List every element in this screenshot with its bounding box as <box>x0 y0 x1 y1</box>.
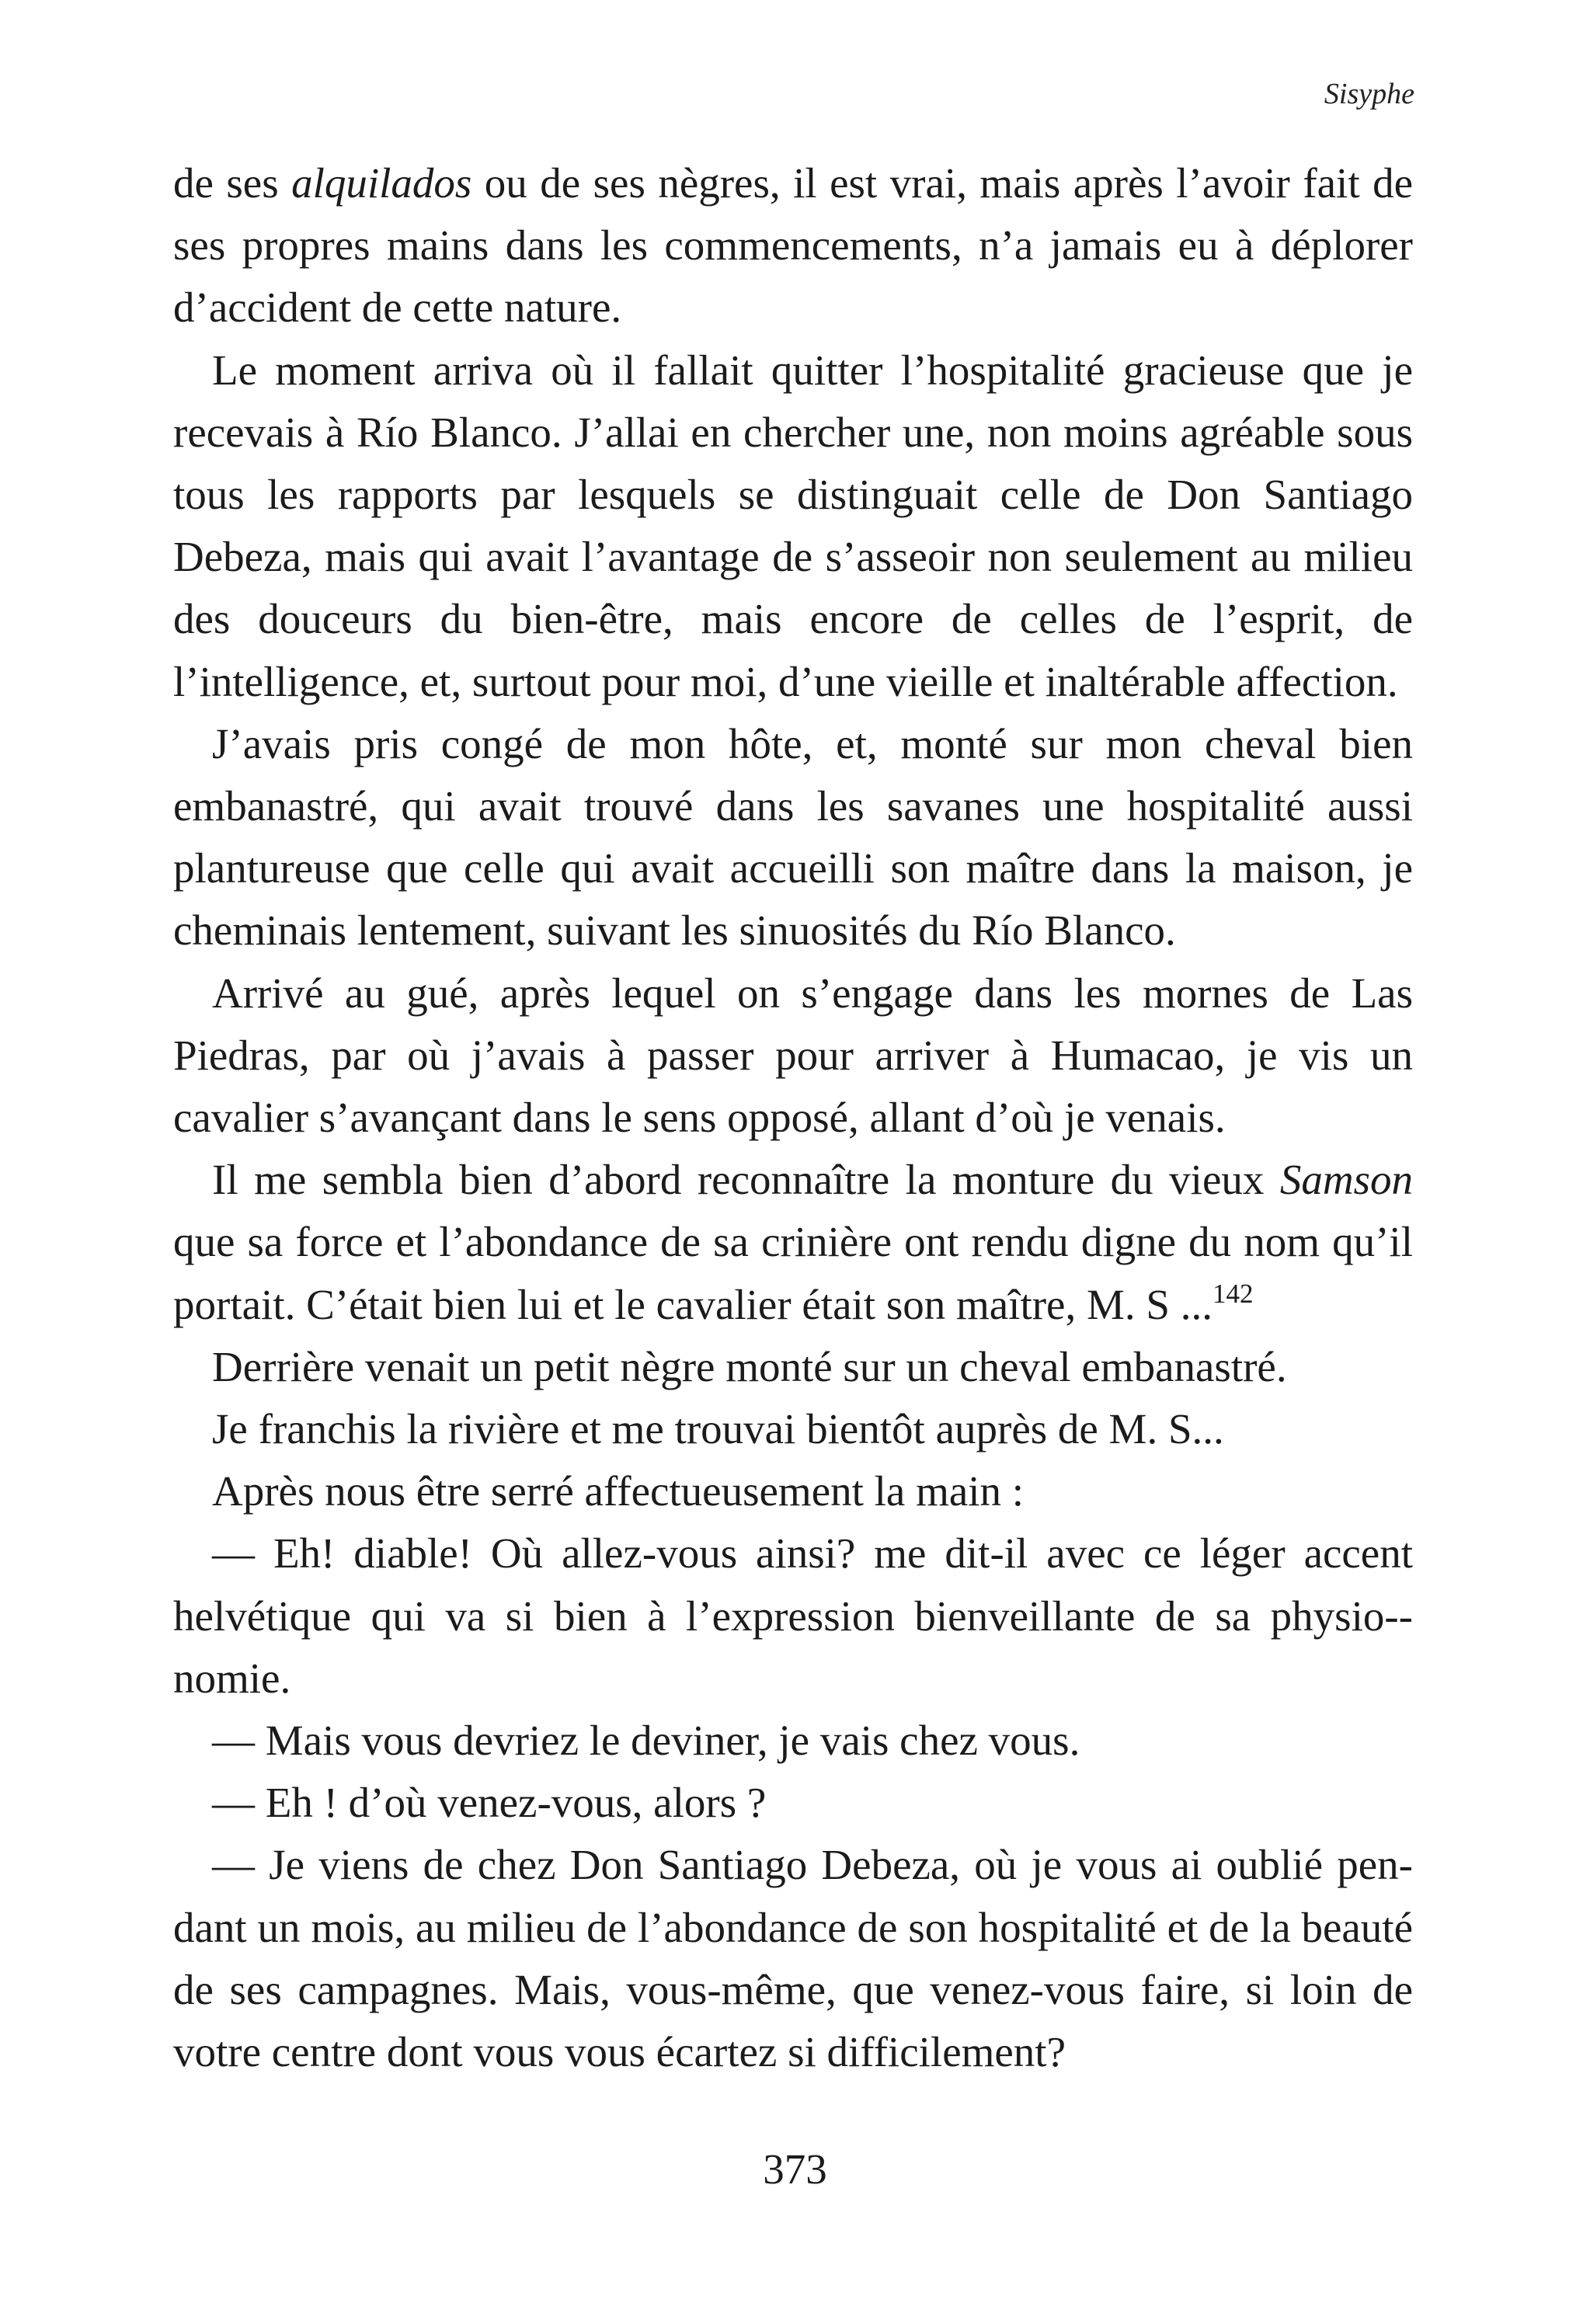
dialogue-line-4: — Je viens de chez Don Santiago Debeza, où je vous ai oublié pendant un mois, au milieu de l’abondance de son hospitalité et de la beauté de ses campagnes. Mais, vous-même, que venez-vous faire, si loin de votre centre dont vous vous écartez si difficilement? <box>173 1841 1413 2076</box>
dialogue-line-3: — Eh ! d’où venez-vous, alors ? <box>212 1779 767 1827</box>
body-text <box>173 152 1413 2083</box>
italic-term-alquilados: alquilados <box>291 159 472 207</box>
paragraph-3: J’avais pris congé de mon hôte, et, monté sur mon cheval bien embanastré, qui avait trouvé dans les savanes une hospitalité aussi plantureuse que celle qui avait accueilli son maître dans la maison, je cheminais lentement, suivant les sinuosités du Río Blanco. <box>173 719 1413 955</box>
italic-name-samson: Samson <box>1279 1156 1413 1204</box>
dialogue-line-2: — Mais vous devriez le deviner, je vais chez vous. <box>212 1717 1080 1765</box>
paragraph-5-end: que sa force et l’abondance de sa crinière ont rendu digne du nom qu’il portait. C’était bien lui et le cavalier était son maître, M. S ... <box>173 1218 1413 1328</box>
paragraph-8: Après nous être serré affectueusement la main : <box>212 1467 1025 1515</box>
paragraph-6: Derrière venait un petit nègre monté sur un cheval embanastré. <box>212 1342 1287 1390</box>
paragraph-1 <box>173 152 1413 339</box>
paragraph-1-end: ou de ses nègres, il est vrai, mais après l’avoir fait de ses propres mains dans les commencements, n’a jamais eu à déplorer d’accident de cette nature. <box>173 159 1414 332</box>
paragraph-4: Arrivé au gué, après lequel on s’engage dans les mornes de Las Piedras, par où j’avais à passer pour arriver à Humacao, je vis un cavalier s’avançant dans le sens opposé, allant d’où je venais. <box>173 969 1413 1142</box>
paragraph-5 <box>173 1149 1413 1336</box>
paragraph-1-start: de ses <box>173 159 292 207</box>
running-title: Sisyphe <box>1324 78 1414 110</box>
paragraph-7: Je franchis la rivière et me trouvai bientôt auprès de M. S... <box>212 1405 1224 1453</box>
page-number: 373 <box>763 2145 827 2193</box>
paragraph-2: Le moment arriva où il fallait quitter l’hospitalité gracieuse que je recevais à Río Blanco. J’allai en chercher une, non moins agréable sous tous les rapports par lesquels se distinguait celle de Don Santiago Debeza, mais qui avait l’avantage de s’asseoir non seulement au milieu des douceurs du bien-être, mais encore de celles de l’esprit, de l’intelligence, et, surtout pour moi, d’une vieille et inaltérable affection. <box>173 346 1413 705</box>
footnote-reference[interactable]: 142 <box>1212 1278 1254 1309</box>
paragraph-5-start: Il me sembla bien d’abord reconnaître la monture du vieux <box>212 1156 1280 1204</box>
dialogue-line-1: — Eh! diable! Où allez-vous ainsi? me dit-il avec ce léger accent helvétique qui va si bien à l’expression bienveillante de sa physio-nomie. <box>173 1529 1413 1702</box>
